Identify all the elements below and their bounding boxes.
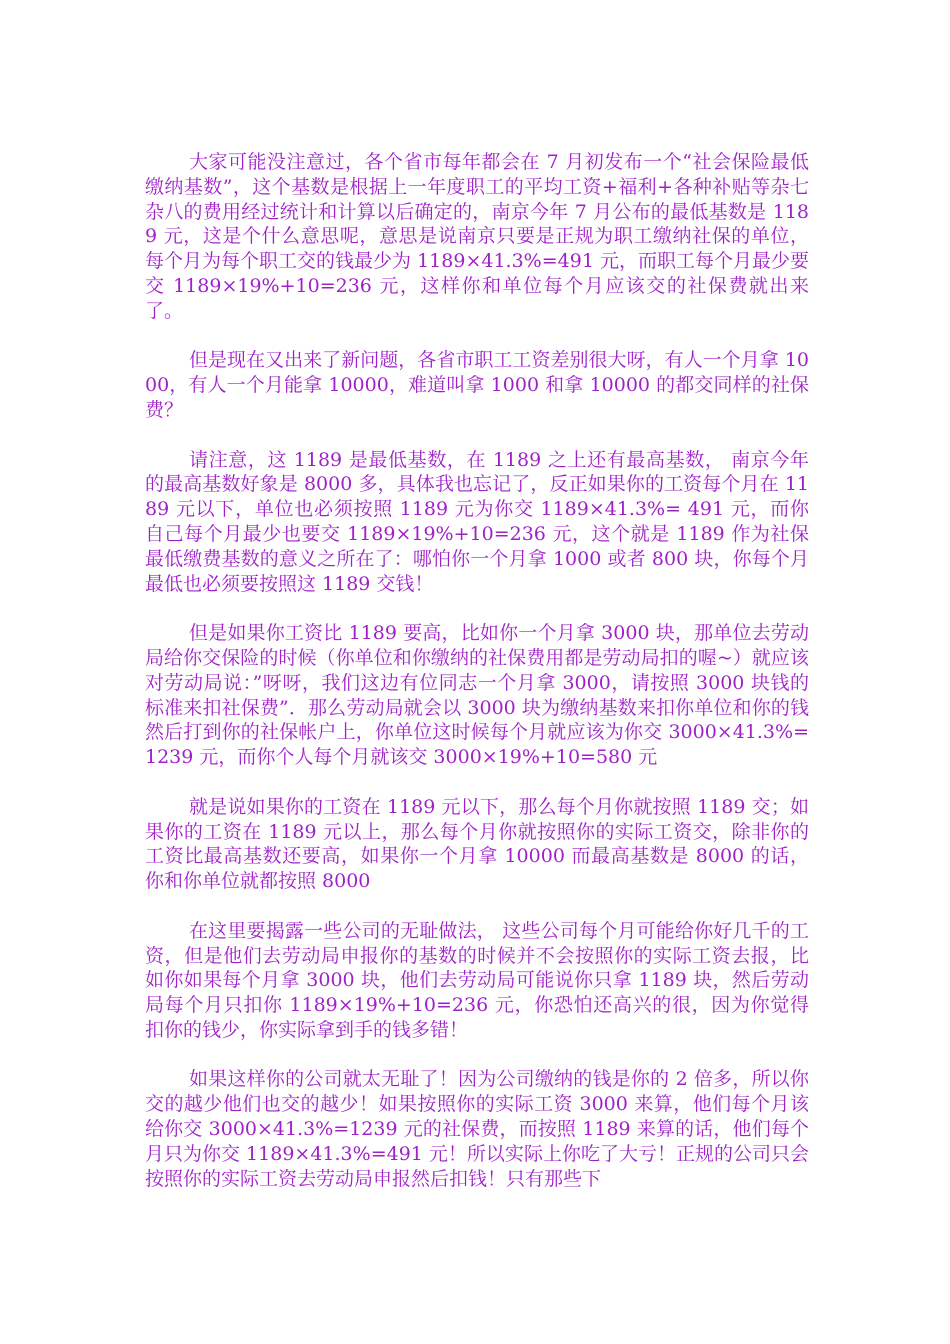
paragraph-higher-salary: 但是如果你工资比 1189 要高，比如你一个月拿 3000 块，那单位去劳动局给你交保险的时候（你单位和你缴纳的社保费用都是劳动局扣的喔~）就应该对劳动局说：”呀呀，我们这边有位同志一个月拿 3000，请按照 3000 块钱的标准来扣社保费”．那么劳动局就会以 3000 块为缴纳基数来扣你单位和你的钱然后打到你的社保帐户上，你单位这时候每个月就应该为你交 3000×41.3%= 1239 元，而你个人每个月就该交 3000×19%+10=580 元 <box>145 622 809 769</box>
paragraph-minimum-base: 大家可能没注意过，各个省市每年都会在 7 月初发布一个“社会保险最低缴纳基数”，这个基数是根据上一年度职工的平均工资+福利+各种补贴等杂七杂八的费用经过统计和计算以后确定的，南京今年 7 月公布的最低基数是 1189 元，这是个什么意思呢，意思是说南京只要是正规为职工缴纳社保的单位，每个月为每个职工交的钱最少为 1189×41.3%=491 元，而职工每个月最少要交 1189×19%+10=236 元，这样你和单位每个月应该交的社保费就出来了。 <box>145 151 809 322</box>
document-body <box>145 150 809 1216</box>
paragraph-summary: 就是说如果你的工资在 1189 元以下，那么每个月你就按照 1189 交；如果你的工资在 1189 元以上，那么每个月你就按照你的实际工资交，除非你的工资比最高基数还要高，如果你一个月拿 10000 而最高基数是 8000 的话，你和你单位就都按照 8000 <box>145 795 809 893</box>
paragraph-maximum-base: 请注意，这 1189 是最低基数，在 1189 之上还有最高基数， 南京今年的最高基数好象是 8000 多，具体我也忘记了，反正如果你的工资每个月在 1189 元以下，单位也必须按照 1189 元为你交 1189×41.3%= 491 元，而你自己每个月最少也要交 1189×19%+10=236 元，这个就是 1189 作为社保最低缴费基数的意义之所在了：哪怕你一个月拿 1000 或者 800 块，你每个月最低也必须要按照这 1189 交钱！ <box>145 448 809 595</box>
paragraph-company-practice: 在这里要揭露一些公司的无耻做法， 这些公司每个月可能给你好几千的工资，但是他们去劳动局申报你的基数的时候并不会按照你的实际工资去报，比如你如果每个月拿 3000 块，他们去劳动局可能说你只拿 1189 块，然后劳动局每个月只扣你 1189×19%+10=236 元，你恐怕还高兴的很，因为你觉得扣你的钱少，你实际拿到手的钱多错！ <box>145 919 809 1041</box>
paragraph-salary-difference: 但是现在又出来了新问题，各省市职工工资差别很大呀，有人一个月拿 1000，有人一个月能拿 10000，难道叫拿 1000 和拿 10000 的都交同样的社保费？ <box>145 349 809 421</box>
paragraph-company-loss: 如果这样你的公司就太无耻了！因为公司缴纳的钱是你的 2 倍多，所以你交的越少他们也交的越少！如果按照你的实际工资 3000 来算，他们每个月该给你交 3000×41.3%=1239 元的社保费，而按照 1189 来算的话，他们每个月只为你交 1189×41.3%=491 元！所以实际上你吃了大亏！正规的公司只会按照你的实际工资去劳动局申报然后扣钱！只有那些下 <box>145 1068 809 1190</box>
